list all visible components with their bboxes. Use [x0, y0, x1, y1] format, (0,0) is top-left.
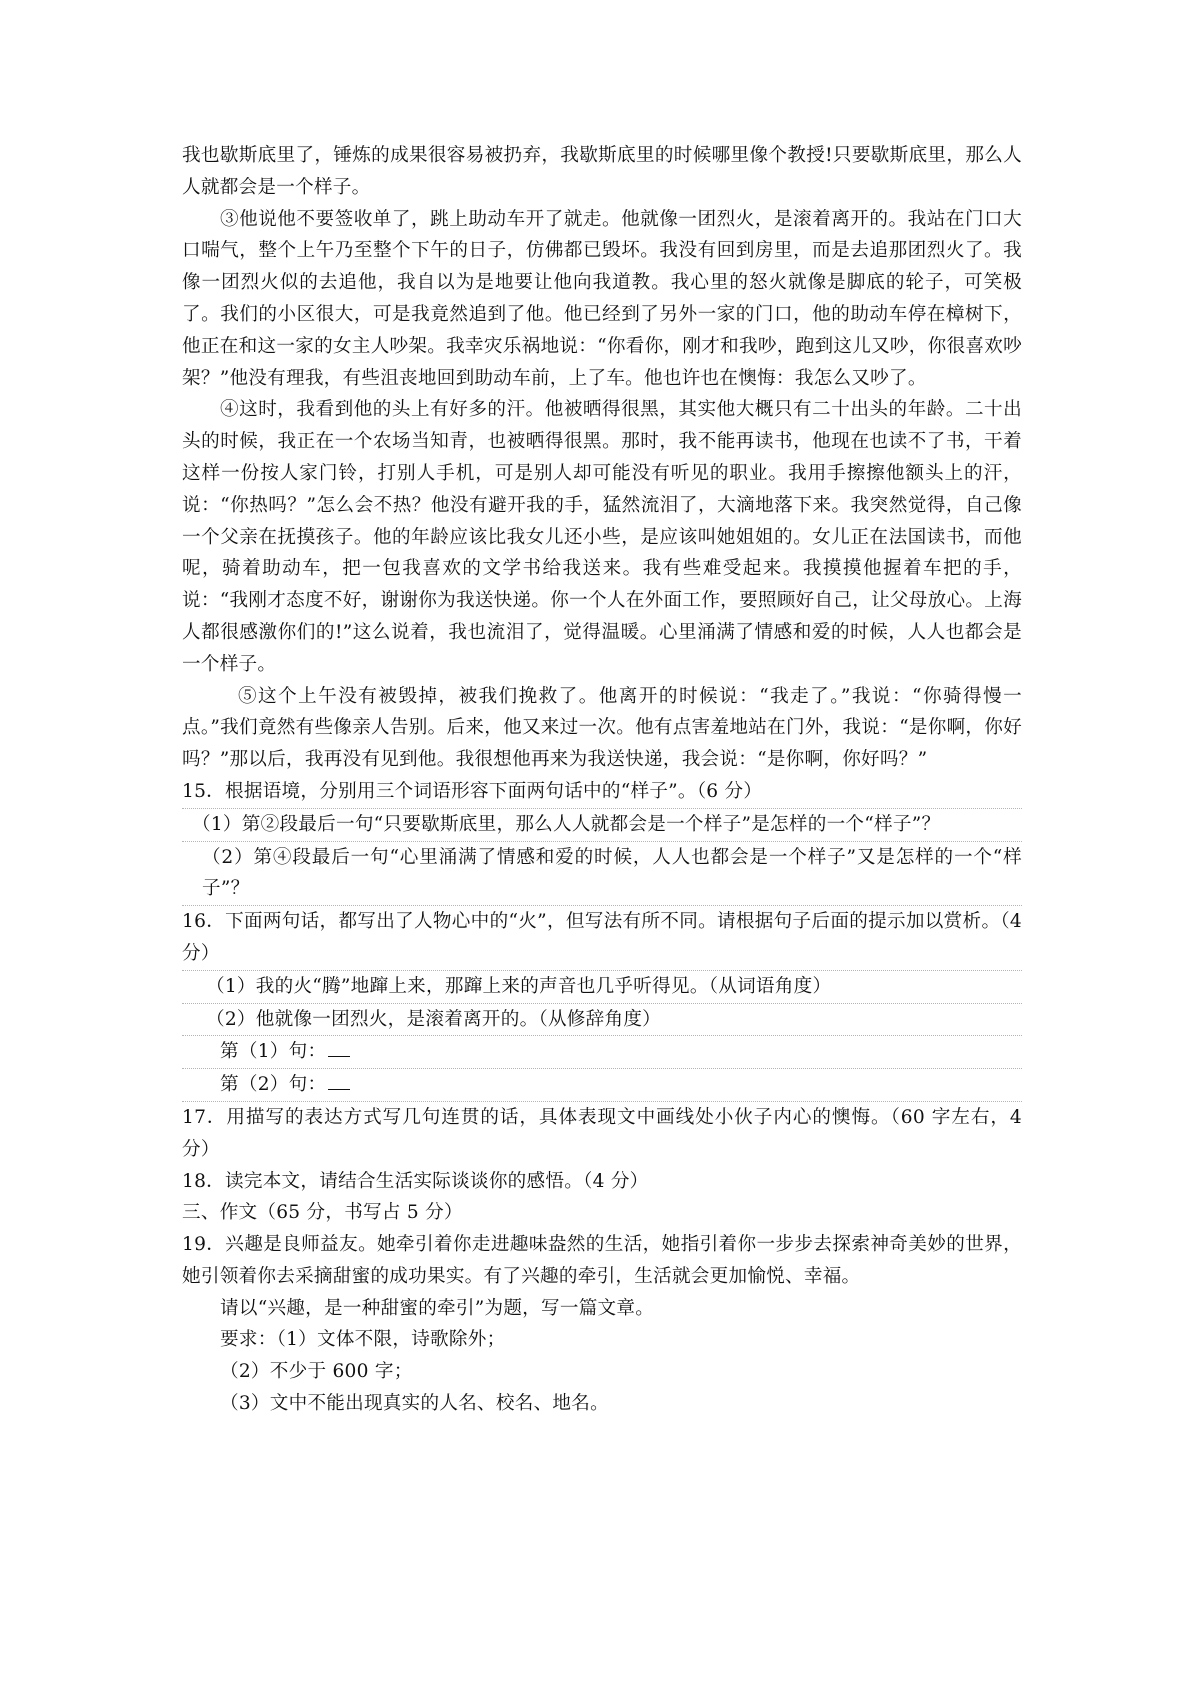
question-16-part-1: （1）我的火“腾”地蹿上来，那蹿上来的声音也几乎听得见。（从词语角度）: [182, 971, 1022, 1004]
question-19: 19．兴趣是良师益友。她牵引着你走进趣味盎然的生活，她指引着你一步步去探索神奇美妙的世界，她引领着你去采摘甜蜜的成功果实。有了兴趣的牵引，生活就会更加愉悦、幸福。: [182, 1234, 1022, 1287]
question-16-answer-2: [182, 1069, 1022, 1102]
passage-paragraph-5: ⑤这个上午没有被毁掉，被我们挽救了。他离开的时候说：“我走了。”我说：“你骑得慢一点。”我们竟然有些像亲人告别。后来，他又来过一次。他有点害羞地站在门外，我说：“是你啊，你好吗？”那以后，我再没有见到他。我很想他再来为我送快递，我会说：“是你啊，你好吗？”: [182, 685, 1022, 771]
question-18: 18．读完本文，请结合生活实际谈谈你的感悟。（4 分）: [182, 1170, 649, 1192]
question-16-part-2: （2）他就像一团烈火，是滚着离开的。（从修辞角度）: [182, 1004, 1022, 1037]
essay-requirement-3: （3）文中不能出现真实的人名、校名、地名。: [220, 1393, 609, 1415]
question-15: 15．根据语境，分别用三个词语形容下面两句话中的“样子”。（6 分）: [182, 776, 1022, 809]
exam-page: [182, 140, 1022, 1420]
essay-requirement-1: 要求：（1）文体不限，诗歌除外；: [220, 1329, 506, 1351]
answer-blank-1[interactable]: [328, 1038, 350, 1057]
question-16-answer-1: [182, 1036, 1022, 1069]
answer-label-1: 第（1）句：: [220, 1041, 327, 1063]
passage-paragraph-2-continued: 我也歇斯底里了，锤炼的成果很容易被扔弃，我歇斯底里的时候哪里像个教授!只要歇斯底里，那么人人就都会是一个样子。: [182, 145, 1022, 198]
question-15-part-1: （1）第②段最后一句“只要歇斯底里，那么人人就都会是一个样子”是怎样的一个“样子”？: [182, 809, 1022, 842]
passage-paragraph-3: ③他说他不要签收单了，跳上助动车开了就走。他就像一团烈火，是滚着离开的。我站在门口大口喘气，整个上午乃至整个下午的日子，仿佛都已毁坏。我没有回到房里，而是去追那团烈火了。我像一团烈火似的去追他，我自以为是地要让他向我道教。我心里的怒火就像是脚底的轮子，可笑极了。我们的小区很大，可是我竟然追到了他。他已经到了另外一家的门口，他的助动车停在樟树下，他正在和这一家的女主人吵架。我幸灾乐祸地说：“你看你，刚才和我吵，跑到这儿又吵，你很喜欢吵架？”他没有理我，有些沮丧地回到助动车前，上了车。他也许也在懊悔：我怎么又吵了。: [182, 208, 1022, 389]
question-16: 16．下面两句话，都写出了人物心中的“火”，但写法有所不同。请根据句子后面的提示加以赏析。（4 分）: [182, 906, 1022, 971]
essay-requirement-2: （2）不少于 600 字；: [220, 1361, 413, 1383]
essay-section-heading: 三、作文（65 分，书写占 5 分）: [182, 1202, 463, 1224]
question-15-part-2: （2）第④段最后一句“心里涌满了情感和爱的时候，人人也都会是一个样子”又是怎样的一个“样子”？: [182, 842, 1022, 907]
essay-prompt: 请以“兴趣，是一种甜蜜的牵引”为题，写一篇文章。: [220, 1297, 655, 1319]
passage-paragraph-4: ④这时，我看到他的头上有好多的汗。他被晒得很黑，其实他大概只有二十出头的年龄。二十出头的时候，我正在一个农场当知青，也被晒得很黑。那时，我不能再读书，他现在也读不了书，干着这样一份按人家门铃，打别人手机，可是别人却可能没有听见的职业。我用手擦擦他额头上的汗，说：“你热吗？”怎么会不热？他没有避开我的手，猛然流泪了，大滴地落下来。我突然觉得，自己像一个父亲在抚摸孩子。他的年龄应该比我女儿还小些，是应该叫她姐姐的。女儿正在法国读书，而他呢，骑着助动车，把一包我喜欢的文学书给我送来。我有些难受起来。我摸摸他握着车把的手，说：“我刚才态度不好，谢谢你为我送快递。你一个人在外面工作，要照顾好自己，让父母放心。上海人都很感激你们的!”这么说着，我也流泪了，觉得温暖。心里涌满了情感和爱的时候，人人也都会是一个样子。: [182, 399, 1022, 675]
answer-label-2: 第（2）句：: [220, 1074, 327, 1096]
answer-blank-2[interactable]: [328, 1071, 350, 1090]
question-17: 17．用描写的表达方式写几句连贯的话，具体表现文中画线处小伙子内心的懊悔。（60 字左右，4 分）: [182, 1106, 1022, 1160]
